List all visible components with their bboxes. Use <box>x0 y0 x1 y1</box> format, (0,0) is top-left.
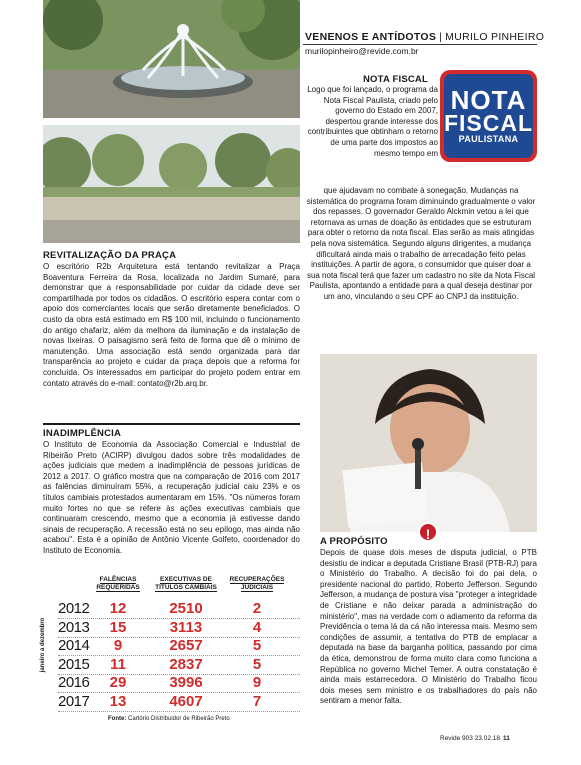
table-cell-recuperacoes: 5 <box>252 637 262 654</box>
table-cell-executivas: 2837 <box>169 655 203 673</box>
table-cell-executivas: 3113 <box>169 618 203 636</box>
table-cell-executivas: 4607 <box>169 692 203 710</box>
cristiane-brasil-photo <box>320 354 537 532</box>
table-cell-falencias: 9 <box>113 637 123 654</box>
table-cell-year: 2014 <box>58 637 90 654</box>
fountain-plaza-image <box>43 0 300 118</box>
table-header-recuperacoes: RECUPERAÇÕES JUDICIAIS <box>229 576 285 591</box>
table-cell-recuperacoes: 4 <box>252 618 262 636</box>
issue-info: Revide 903 23.02.18 <box>440 735 500 742</box>
table-cell-year: 2016 <box>58 674 90 691</box>
table-header-executivas: EXECUTIVAS DE TÍTULOS CAMBIAIS <box>155 576 217 591</box>
street-rendering-image <box>43 125 300 243</box>
table-source: Fonte: Cartório Distribuidor de Ribeirão Preto <box>108 716 230 722</box>
table-cell-executivas: 2657 <box>169 637 203 654</box>
table-cell-recuperacoes: 2 <box>252 600 262 617</box>
table-cell-falencias: 12 <box>109 600 127 617</box>
table-cell-falencias: 29 <box>109 674 127 691</box>
nota-fiscal-text-top: Logo que foi lançado, o programa da Nota Fiscal Paulista, criado pelo governo do Estado em 2007, despertou grande interesse dos contribuintes que obtinham o retorno de uma parte dos impostos ao mesmo tempo em <box>307 85 438 158</box>
table-cell-year: 2012 <box>58 600 90 617</box>
logo-line-1: NOTA <box>450 84 527 115</box>
table-side-label: janeiro a dezembro <box>40 617 46 673</box>
table-row-divider <box>58 711 300 712</box>
nota-fiscal-paulistana-logo <box>440 70 537 162</box>
table-cell-falencias: 13 <box>109 692 127 710</box>
warning-icon: ! <box>418 522 438 542</box>
page-footer <box>440 735 510 742</box>
revitalizacao-text: O escritório R2b Arquitetura está tentando revitalizar a Praça Boaventura Ferreira da Rosa, localizada no Jardim Sumaré, para demonstrar que a responsabilidade por cuidar da cidade deve ser compartilhada por todos os cidadãos. O escritório espera contar com o apoio dos comerciantes locais que serão diretamente beneficiados. O custo da obra está estimado em R$ 100 mil, incluindo o funcionamento do antigo chafariz, além da melhora da iluminação e da instalação de novas lixeiras. O paisagismo será feito de forma que dê o mínimo de manutenção. Uma associação está sendo organizada para dar transparência ao projeto e cuidar da praça depois que a reforma for concluída. Os interessados em participar do projeto podem entrar em contato através do e-mail: contato@r2b.arq.br. <box>43 262 300 388</box>
nota-fiscal-text-bottom: que ajudavam no combate à sonegação. Mudanças na sistemática do programa foram diminuindo gradualmente o valor dos repasses. O governador Geraldo Alckmin vetou a lei que retornava as urnas de doação às entidades que se estruturam para obter o retorno da nota fiscal. Elas serão as mais atingidas pela nova sistemática. Segundo alguns dirigentes, a mudança dificultará ainda mais o trabalho de arrecadação feito pelas instituições. A partir de agora, o consumidor que quiser doar a sua nota fiscal terá que fazer um cadastro no site da Nota Fiscal Paulista, apontando a entidade para a qual deseja destinar por um ano, vinculando o seu CPF ao CNPJ da instituição. <box>306 186 536 301</box>
header-separator: | <box>439 31 443 43</box>
table-cell-falencias: 15 <box>109 618 127 636</box>
column-header <box>305 31 544 43</box>
header-divider <box>303 44 537 45</box>
table-cell-year: 2015 <box>58 655 90 673</box>
author-name: MURILO PINHEIRO <box>445 31 545 43</box>
table-cell-recuperacoes: 5 <box>252 655 262 673</box>
table-cell-executivas: 3996 <box>169 674 203 691</box>
a-proposito-text: Depois de quase dois meses de disputa judicial, o PTB desistiu de indicar a deputada Cristiane Brasil (PTB-RJ) para o Ministério do Trabalho. A decisão foi do pai dela, o presidente nacional do partido, Roberto Jefferson. Segundo Jefferson, a mudança de postura visa "proteger a integridade de Cristiane e não deixar parada a administração do ministério", mas na verdade com o adiamento da reforma da Previdência o tema lá da cá não interessa mais. Mesmo sem condições de assumir, a tentativa do PTB de emplacar a deputada na base da barganha política, passando por cima da ética, demonstrou de forma muito clara como funciona a República no governo Michel Temer. A outra constatação é ainda mais estarrecedora. O Ministério do Trabalho ficou dois meses sem ministro e os trabalhadores do país não sentiram a menor falta. <box>320 548 537 706</box>
section-name: VENENOS E ANTÍDOTOS <box>305 31 437 43</box>
table-cell-recuperacoes: 7 <box>252 692 262 710</box>
page-number: 11 <box>503 735 510 742</box>
a-proposito-title: A PROPÓSITO <box>320 536 388 547</box>
logo-line-3: PAULISTANA <box>458 133 519 144</box>
logo-line-2: FISCAL <box>443 109 534 136</box>
inadimplencia-title: INADIMPLÊNCIA <box>43 428 122 439</box>
author-email[interactable]: murilopinheiro@revide.com.br <box>305 46 419 56</box>
table-cell-executivas: 2510 <box>169 600 203 617</box>
inadimplencia-text: O Instituto de Economia da Associação Comercial e Industrial de Ribeirão Preto (ACIRP) divulgou dados sobre três modalidades de ações judiciais que medem a inadimplência de pessoas jurídicas de 2012 a 2017. O gráfico mostra que na comparação de 2016 com 2017 as falências diminuíram 55%, a recuperação judicial caiu 23% e os títulos cambiais protestados aumentaram em 15%. "Os números foram muito fortes no que se refere às ações executivas cambiais que continuaram crescendo, mesmo que a economia já estivesse dando sinais de recuperação. A recessão está no seu epílogo, mas ainda não acabou". Esta é a opinião de Antônio Vicente Golfeto, coordenador do Instituto de Economia. <box>43 440 300 555</box>
table-cell-year: 2017 <box>58 692 90 710</box>
table-cell-falencias: 11 <box>110 655 126 673</box>
revitalizacao-title: REVITALIZAÇÃO DA PRAÇA <box>43 250 177 261</box>
inadimplencia-divider <box>43 423 300 425</box>
table-cell-recuperacoes: 9 <box>252 674 262 691</box>
table-cell-year: 2013 <box>58 618 90 636</box>
nota-fiscal-title: NOTA FISCAL <box>363 74 428 85</box>
table-header-falencias: FALÊNCIAS REQUERIDAS <box>96 576 140 591</box>
